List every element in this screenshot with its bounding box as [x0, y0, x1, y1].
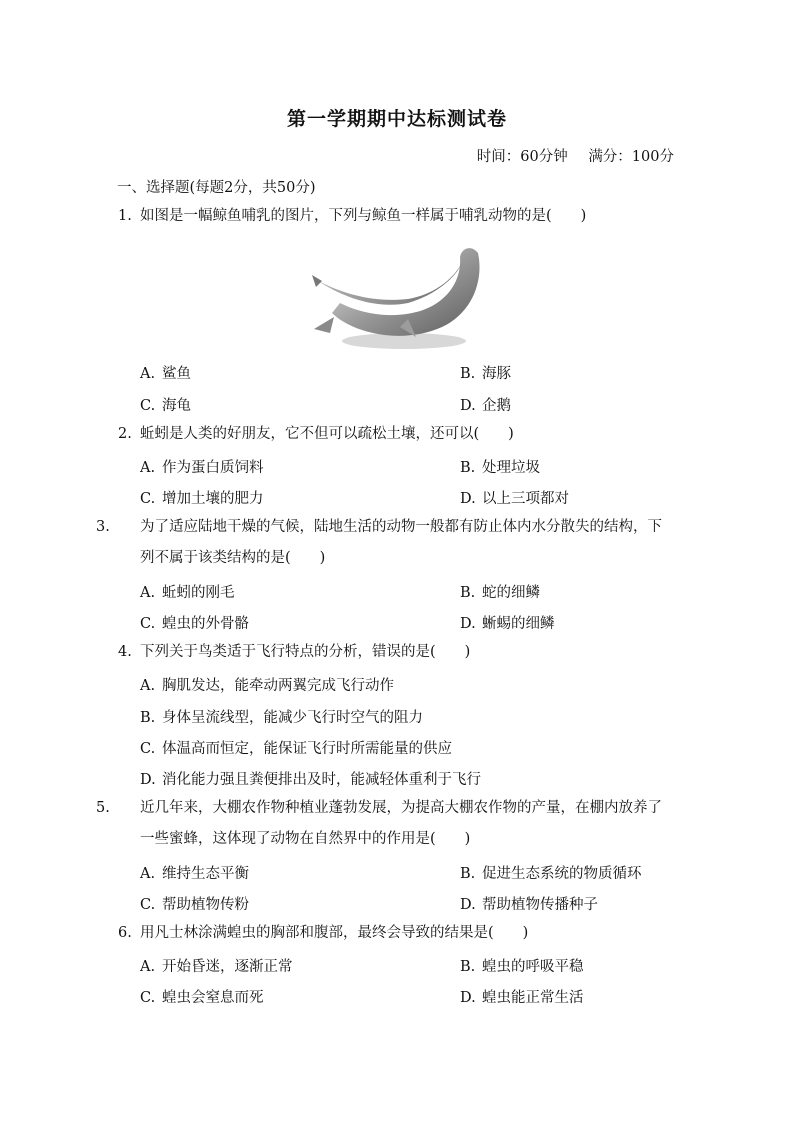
option-b: B. 促进生态系统的物质循环: [460, 866, 642, 882]
question-stem: [118, 637, 678, 668]
question-stem: [118, 201, 678, 232]
question-4: [118, 637, 678, 668]
question-text: 用凡士林涂满蝗虫的胸部和腹部，最终会导致的结果是( ): [140, 925, 529, 941]
option-d: D. 企鹅: [460, 398, 511, 414]
question-stem: [118, 918, 678, 949]
option-a: A. 开始昏迷，逐渐正常: [140, 959, 293, 975]
question-stem: [118, 419, 678, 450]
question-text: 如图是一幅鲸鱼哺乳的图片，下列与鲸鱼一样属于哺乳动物的是( ): [140, 208, 587, 224]
question-text: 为了适应陆地干燥的气候，陆地生活的动物一般都有防止体内水分散失的结构，下列不属于该类结构的是( ): [140, 519, 662, 566]
question-number: 2.: [118, 426, 132, 442]
question-5: [96, 793, 668, 855]
option-b: B. 处理垃圾: [460, 460, 540, 476]
question-6: [118, 918, 678, 949]
option-d: D. 蜥蜴的细鳞: [460, 616, 555, 632]
full-score: 满分：100分: [588, 149, 674, 165]
option-a: A. 鲨鱼: [140, 366, 191, 382]
question-stem: [96, 793, 668, 855]
question-1: [118, 201, 678, 232]
option-a: A. 胸肌发达，能牵动两翼完成飞行动作: [140, 678, 394, 694]
option-c: C. 增加土壤的肥力: [140, 491, 264, 507]
question-number: 1.: [118, 208, 132, 224]
option-c: C. 蝗虫的外骨骼: [140, 616, 249, 632]
time-limit: 时间：60分钟: [476, 149, 568, 165]
option-d: D. 消化能力强且粪便排出及时，能减轻体重利于飞行: [140, 772, 481, 788]
section-heading: 一、选择题(每题2分，共50分): [117, 180, 316, 196]
option-d: D. 以上三项都对: [460, 491, 569, 507]
option-a: A. 蚯蚓的刚毛: [140, 585, 235, 601]
whale-nursing-image: [312, 241, 488, 353]
option-b: B. 身体呈流线型，能减少飞行时空气的阻力: [140, 710, 423, 726]
option-c: C. 蝗虫会窒息而死: [140, 990, 264, 1006]
option-b: B. 蛇的细鳞: [460, 585, 540, 601]
option-c: C. 海龟: [140, 398, 191, 414]
option-c: C. 帮助植物传粉: [140, 897, 249, 913]
option-d: D. 蝗虫能正常生活: [460, 990, 584, 1006]
option-a: A. 作为蛋白质饲料: [140, 460, 264, 476]
question-stem: [96, 512, 668, 574]
question-number: 5.: [96, 800, 110, 816]
page-title: 第一学期期中达标测试卷: [286, 108, 507, 130]
option-b: B. 蝗虫的呼吸平稳: [460, 959, 584, 975]
question-text: 下列关于鸟类适于飞行特点的分析，错误的是( ): [140, 644, 471, 660]
option-c: C. 体温高而恒定，能保证飞行时所需能量的供应: [140, 741, 452, 757]
option-b: B. 海豚: [460, 366, 511, 382]
question-number: 3.: [96, 519, 110, 535]
question-number: 6.: [118, 925, 132, 941]
question-2: [118, 419, 678, 450]
question-3: [96, 512, 668, 574]
exam-meta: [461, 145, 674, 166]
option-d: D. 帮助植物传播种子: [460, 897, 598, 913]
question-text: 近几年来，大棚农作物种植业蓬勃发展，为提高大棚农作物的产量，在棚内放养了一些蜜蜂，这体现了动物在自然界中的作用是( ): [140, 800, 662, 847]
question-number: 4.: [118, 644, 132, 660]
question-text: 蚯蚓是人类的好朋友，它不但可以疏松土壤，还可以( ): [140, 426, 514, 442]
option-a: A. 维持生态平衡: [140, 866, 249, 882]
